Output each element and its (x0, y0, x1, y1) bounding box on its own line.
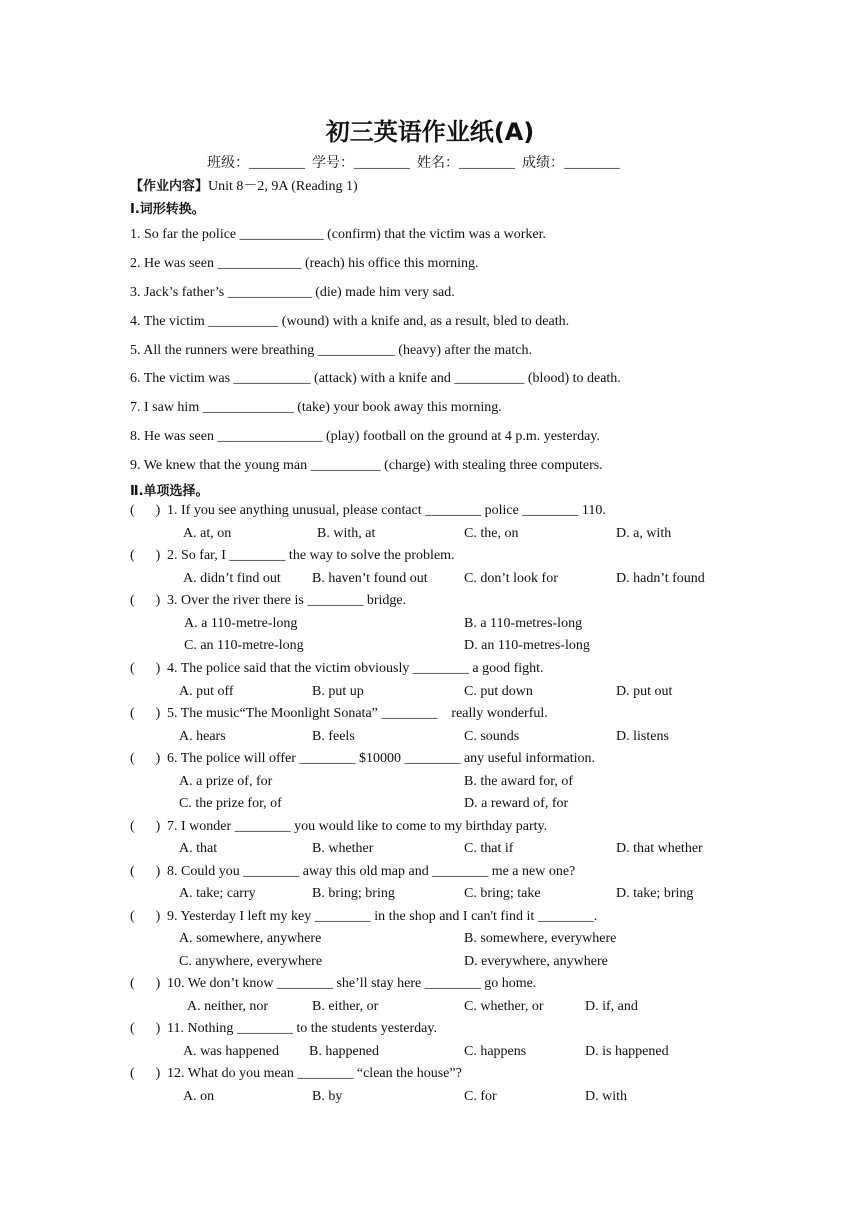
option-b: B. bring; bring (312, 886, 395, 901)
answer-bracket: ( ) (130, 751, 161, 766)
question-stem: 1. If you see anything unusual, please contact ________ police ________ 110. (167, 503, 606, 518)
option-d: D. is happened (585, 1044, 669, 1059)
question-stem: 5. The music“The Moonlight Sonata” ________ really wonderful. (167, 706, 548, 721)
answer-bracket: ( ) (130, 706, 161, 721)
option-d: D. take; bring (616, 886, 694, 901)
answer-bracket: ( ) (130, 864, 161, 879)
fill-item: 2. He was seen ____________ (reach) his office this morning. (130, 256, 479, 271)
option-c: C. the prize for, of (179, 796, 282, 811)
fill-item: 5. All the runners were breathing ___________ (heavy) after the match. (130, 343, 532, 358)
question-stem: 7. I wonder ________ you would like to come to my birthday party. (167, 819, 548, 834)
answer-bracket: ( ) (130, 819, 161, 834)
page-title: 初三英语作业纸(A) (325, 118, 535, 146)
question-stem: 3. Over the river there is ________ bridge. (167, 593, 407, 608)
content-line (130, 175, 358, 195)
option-c: C. put down (464, 684, 533, 699)
option-c: C. bring; take (464, 886, 541, 901)
fill-item: 6. The victim was ___________ (attack) with a knife and __________ (blood) to death. (130, 371, 621, 386)
option-d: D. if, and (585, 999, 638, 1014)
option-b: B. with, at (317, 526, 376, 541)
answer-bracket: ( ) (130, 548, 161, 563)
option-c: C. anywhere, everywhere (179, 954, 323, 969)
question-stem: 4. The police said that the victim obviously ________ a good fight. (167, 661, 544, 676)
option-a: A. on (183, 1089, 215, 1104)
option-a: A. a prize of, for (179, 774, 273, 789)
answer-bracket: ( ) (130, 1021, 161, 1036)
content-label: 【作业内容】 (130, 179, 209, 194)
option-b: B. the award for, of (464, 774, 574, 789)
option-c: C. whether, or (464, 999, 544, 1014)
fill-item: 1. So far the police ____________ (confirm) that the victim was a worker. (130, 227, 547, 242)
option-d: D. a, with (616, 526, 672, 541)
option-a: A. hears (179, 729, 226, 744)
option-a: A. put off (179, 684, 234, 699)
option-d: D. hadn’t found (616, 571, 705, 586)
option-b: B. feels (312, 729, 355, 744)
answer-bracket: ( ) (130, 503, 161, 518)
answer-bracket: ( ) (130, 1066, 161, 1081)
question-stem: 2. So far, I ________ the way to solve the problem. (167, 548, 455, 563)
option-b: B. somewhere, everywhere (464, 931, 617, 946)
option-d: D. an 110-metres-long (464, 638, 590, 653)
option-d: D. with (585, 1089, 627, 1104)
content-text: Unit 8－2, 9A (Reading 1) (208, 179, 358, 194)
option-b: B. haven’t found out (312, 571, 428, 586)
question-stem: 9. Yesterday I left my key ________ in the shop and I can't find it ________. (167, 909, 598, 924)
option-a: A. didn’t find out (183, 571, 281, 586)
option-c: C. the, on (464, 526, 519, 541)
option-d: D. a reward of, for (464, 796, 569, 811)
fill-item: 9. We knew that the young man __________ (charge) with stealing three computers. (130, 458, 603, 473)
question-stem: 11. Nothing ________ to the students yesterday. (167, 1021, 437, 1036)
option-a: A. a 110-metre-long (184, 616, 298, 631)
option-b: B. either, or (312, 999, 379, 1014)
answer-bracket: ( ) (130, 909, 161, 924)
question-stem: 12. What do you mean ________ “clean the house”? (167, 1066, 462, 1081)
option-c: C. don’t look for (464, 571, 558, 586)
option-a: A. was happened (183, 1044, 280, 1059)
option-b: B. put up (312, 684, 364, 699)
option-a: A. at, on (183, 526, 232, 541)
option-a: A. somewhere, anywhere (179, 931, 322, 946)
answer-bracket: ( ) (130, 976, 161, 991)
option-b: B. a 110-metres-long (464, 616, 583, 631)
option-b: B. whether (312, 841, 374, 856)
student-info-line: 班级：________ 学号：________ 姓名：________ 成绩：________ (207, 156, 620, 171)
option-b: B. by (312, 1089, 343, 1104)
question-stem: 6. The police will offer ________ $10000 ________ any useful information. (167, 751, 595, 766)
option-d: D. everywhere, anywhere (464, 954, 608, 969)
section1-heading: Ⅰ.词形转换。 (130, 202, 205, 217)
option-c: C. sounds (464, 729, 520, 744)
option-d: D. put out (616, 684, 673, 699)
question-stem: 8. Could you ________ away this old map and ________ me a new one? (167, 864, 576, 879)
answer-bracket: ( ) (130, 593, 161, 608)
answer-bracket: ( ) (130, 661, 161, 676)
fill-item: 8. He was seen _______________ (play) football on the ground at 4 p.m. yesterday. (130, 429, 600, 444)
question-stem: 10. We don’t know ________ she’ll stay here ________ go home. (167, 976, 537, 991)
option-a: A. neither, nor (187, 999, 269, 1014)
fill-item: 7. I saw him _____________ (take) your book away this morning. (130, 400, 502, 415)
option-c: C. happens (464, 1044, 527, 1059)
option-a: A. take; carry (179, 886, 256, 901)
option-d: D. that whether (616, 841, 703, 856)
option-c: C. that if (464, 841, 514, 856)
option-c: C. for (464, 1089, 497, 1104)
fill-item: 4. The victim __________ (wound) with a knife and, as a result, bled to death. (130, 314, 570, 329)
fill-item: 3. Jack’s father’s ____________ (die) made him very sad. (130, 285, 455, 300)
option-b: B. happened (309, 1044, 379, 1059)
option-a: A. that (179, 841, 218, 856)
section2-heading: Ⅱ.单项选择。 (130, 484, 209, 499)
option-c: C. an 110-metre-long (184, 638, 304, 653)
option-d: D. listens (616, 729, 669, 744)
